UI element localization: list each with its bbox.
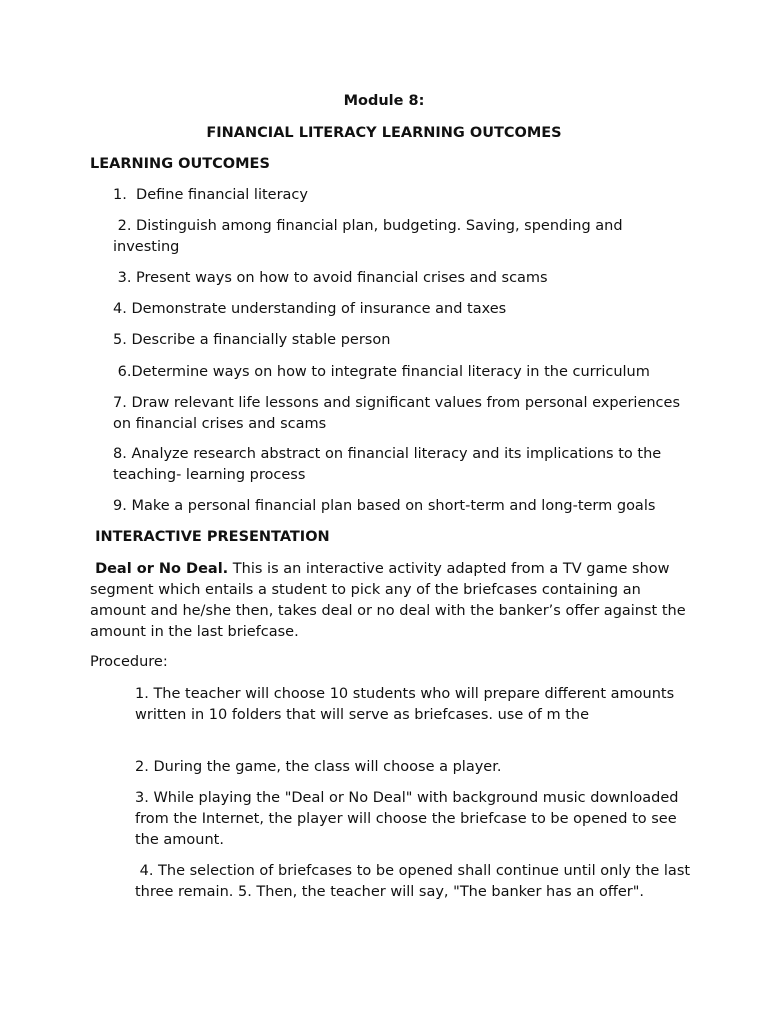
interactive-presentation-heading: INTERACTIVE PRESENTATION — [90, 529, 330, 545]
outcome-item: 9. Make a personal financial plan based on short-term and long-term goals — [113, 498, 656, 514]
document-title: FINANCIAL LITERACY LEARNING OUTCOMES — [206, 125, 562, 141]
activity-title: Deal or No Deal. — [90, 561, 229, 577]
procedure-item: 1. The teacher will choose 10 students who will prepare different amounts written in 10 folders that will serve as briefcases. use of m the — [135, 686, 679, 723]
procedure-item: 3. While playing the "Deal or No Deal" with background music downloaded from the Internet, the player will choose the briefcase to be opened to see the amount. — [135, 790, 684, 848]
outcome-item: 4. Demonstrate understanding of insurance and taxes — [113, 301, 507, 317]
outcome-item: 1. Define financial literacy — [113, 187, 308, 203]
outcome-item: 8. Analyze research abstract on financial literacy and its implications to the teaching- learning process — [113, 446, 666, 483]
learning-outcomes-heading: LEARNING OUTCOMES — [90, 156, 270, 172]
outcome-item: 3. Present ways on how to avoid financial crises and scams — [113, 270, 548, 286]
procedure-item: 4. The selection of briefcases to be opened shall continue until only the last three remain. 5. Then, the teacher will say, "The banker has an offer". — [135, 863, 695, 900]
procedure-item: 2. During the game, the class will choose a player. — [135, 759, 502, 775]
outcome-item: 6.Determine ways on how to integrate financial literacy in the curriculum — [113, 364, 650, 380]
module-title: Module 8: — [343, 93, 425, 109]
outcome-item: 7. Draw relevant life lessons and significant values from personal experiences on financial crises and scams — [113, 395, 685, 432]
activity-description — [90, 559, 690, 643]
procedure-label: Procedure: — [90, 654, 168, 670]
activity-description-text: This is an interactive activity adapted from a TV game show segment which entails a student to pick any of the briefcases containing an amount and he/she then, takes deal or no deal with the banker’s offer against the amount in the last briefcase. — [90, 561, 691, 640]
outcome-item: 5. Describe a financially stable person — [113, 332, 391, 348]
outcome-item: 2. Distinguish among financial plan, budgeting. Saving, spending and investing — [113, 218, 628, 255]
